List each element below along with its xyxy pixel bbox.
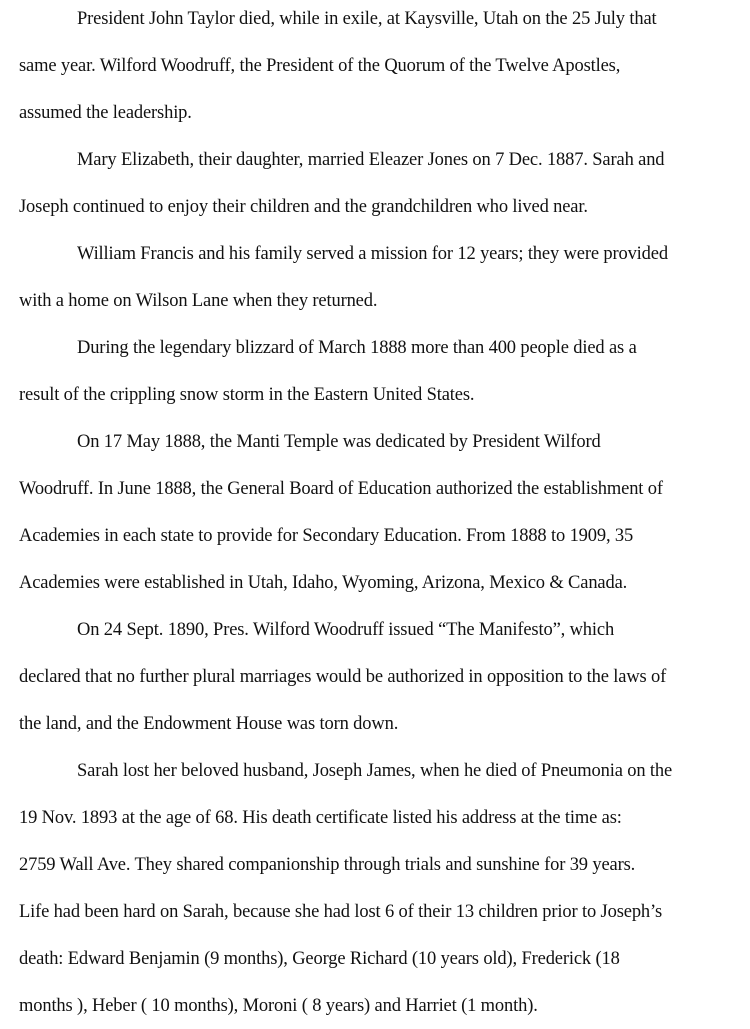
text-line: 19 Nov. 1893 at the age of 68. His death certificate listed his address at the time as: (19, 808, 622, 828)
text-line: same year. Wilford Woodruff, the President of the Quorum of the Twelve Apostles, (19, 56, 621, 76)
text-line: Life had been hard on Sarah, because she had lost 6 of their 13 children prior to Joseph’s (19, 902, 663, 922)
text-line: 2759 Wall Ave. They shared companionship through trials and sunshine for 39 years. (19, 855, 636, 875)
text-line: William Francis and his family served a mission for 12 years; they were provided (77, 244, 668, 264)
text-line: with a home on Wilson Lane when they returned. (19, 291, 378, 311)
text-line: death: Edward Benjamin (9 months), George Richard (10 years old), Frederick (18 (19, 949, 620, 969)
text-line: Woodruff. In June 1888, the General Board of Education authorized the establishment of (19, 479, 663, 499)
text-line: months ), Heber ( 10 months), Moroni ( 8 years) and Harriet (1 month). (19, 996, 538, 1016)
text-line: On 24 Sept. 1890, Pres. Wilford Woodruff issued “The Manifesto”, which (77, 620, 615, 640)
text-line: Academies were established in Utah, Idaho, Wyoming, Arizona, Mexico & Canada. (19, 573, 628, 593)
text-line: assumed the leadership. (19, 103, 192, 123)
text-line: declared that no further plural marriages would be authorized in opposition to the laws of (19, 667, 667, 687)
text-line: President John Taylor died, while in exile, at Kaysville, Utah on the 25 July that (77, 9, 657, 29)
text-line: Joseph continued to enjoy their children and the grandchildren who lived near. (19, 197, 588, 217)
text-line: On 17 May 1888, the Manti Temple was dedicated by President Wilford (77, 432, 601, 452)
text-line: result of the crippling snow storm in the Eastern United States. (19, 385, 475, 405)
text-line: Sarah lost her beloved husband, Joseph James, when he died of Pneumonia on the (77, 761, 673, 781)
text-line: the land, and the Endowment House was torn down. (19, 714, 399, 734)
text-line: During the legendary blizzard of March 1888 more than 400 people died as a (77, 338, 637, 358)
text-line: Mary Elizabeth, their daughter, married Eleazer Jones on 7 Dec. 1887. Sarah and (77, 150, 665, 170)
text-line: Academies in each state to provide for Secondary Education. From 1888 to 1909, 35 (19, 526, 634, 546)
